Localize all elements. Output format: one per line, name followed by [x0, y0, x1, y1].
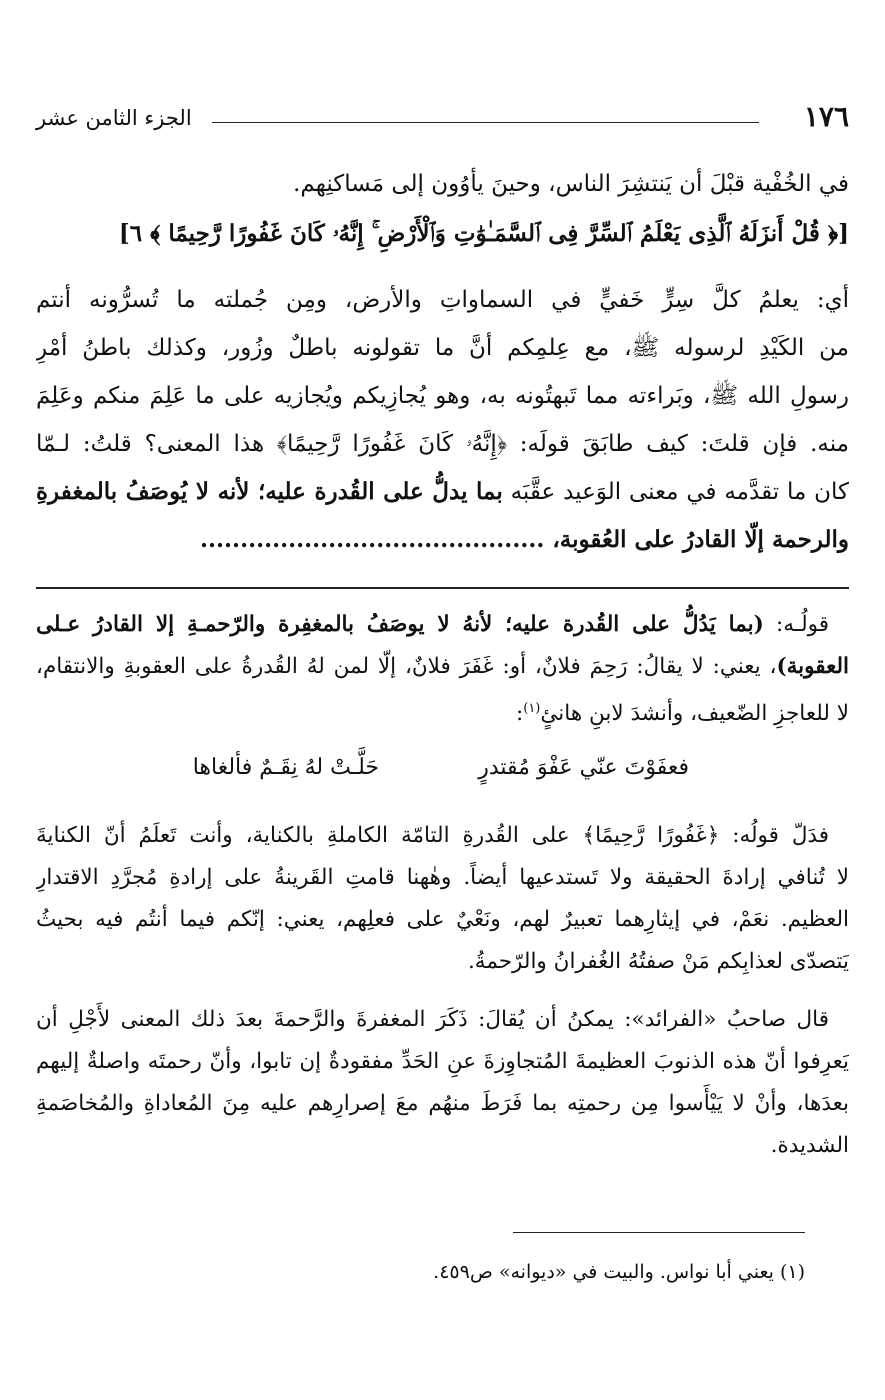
text-line — [36, 468, 849, 516]
text-line: أي: يعلمُ كلَّ سِرٍّ خَفيٍّ في السماواتِ والأرض، ومِن جُملته ما تُسرُّونه أنتم — [36, 287, 849, 313]
commentary-line: لا تُنافي إرادةَ الحقيقة ولا تَستدعيها أيضاً. وهٰهنا قامتِ القَرينةُ على إرادةِ مُجرَّدِ الاقتدارِ — [36, 865, 849, 891]
commentary-line — [36, 604, 849, 646]
part-title: الجزء الثامن عشر — [36, 106, 192, 130]
commentary-line: قال صاحبُ «الفرائد»: يمكنُ أن يُقالَ: ذَكَرَ المغفرةَ والرَّحمةَ بعدَ ذلك المعنى لأَجْلِ أن — [36, 1007, 829, 1033]
commentary-line: يَعرِفوا أنّ هذه الذنوبَ العظيمةَ المُتجاوِزةَ عنِ الحَدِّ مفقودةٌ إن تابوا، وأنّ رحمتَه واصلةٌ إليهم — [36, 1049, 849, 1075]
commentary-line: العظيم. نعَمْ، في إيثارِهما تعبيرٌ لهم، ونَعْيٌ على فعلِهم، يعني: إنّكم فيما أنتُم فيه بحيثُ — [36, 907, 849, 933]
quran-verse: [﴿ قُلْ أَنزَلَهُ ٱلَّذِى يَعْلَمُ ٱلسِّرَّ فِى ٱلسَّمَـٰوَٰتِ وَٱلْأَرْضِ ۚ إِنَّهُۥ كَانَ غَفُورًا رَّحِيمًا ﴾ ٦] — [118, 220, 849, 247]
poem-hemistich-first: فعفَوْتَ عنّي عَفْوَ مُقتدرٍ — [478, 755, 689, 781]
commentary-line: بعدَها، وأنْ لا يَيْأَسوا مِن رحمتِه بما فَرَطَ منهُم معَ إصرارِهم عليه مِنَ المُعاداةِ والمُخاصَمةِ — [36, 1091, 849, 1117]
text-line: رسولِ الله ﷺ، وبَراءته مما تَبهتُونه به، وهو يُجازِيكم ويُجازيه على ما عَلِمَ منكم وعَلِمَ — [36, 383, 849, 409]
bold-text-segment: بما يدلُّ على القُدرة عليه؛ لأنه لا يُوصَفُ بالمغفرةِ — [36, 478, 503, 505]
footnote-rule — [513, 1232, 805, 1233]
text-line: في الخُفْية قبْلَ أن يَنتشِرَ الناس، وحينَ يأوُون إلى مَساكنِهم. — [293, 171, 849, 197]
footnote-marker: (١) — [523, 701, 541, 716]
text-segment: كان ما تقدَّمه في معنى الوَعيد عقَّبَه — [502, 479, 849, 505]
text-segment: لا للعاجزِ الضّعيف، وأنشدَ لابنِ هانئٍ — [540, 701, 849, 727]
text-line: من الكَيْدِ لرسوله ﷺ، مع عِلمِكم أنَّ ما تقولونه باطلٌ وزُور، وكذلك باطنُ أمْرِ — [36, 335, 849, 361]
commentary-line: يَتصدّى لعذابِكم مَنْ صفتُهُ الغُفرانُ والرّحمةُ. — [467, 949, 849, 975]
commentary-line: فدَلّ قولُه: ﴿غَفُورًا رَّحِيمًا﴾ على القُدرةِ التامّة الكاملةِ بالكناية، وأنت تَعلَمُ أنّ الكنايةَ — [36, 823, 829, 849]
main-text — [36, 160, 849, 564]
poem-hemistich-second: حَلَّـتْ لهُ نِقَـمٌ فألغاها — [192, 755, 379, 781]
text-line: والرحمة إلّا القادرُ على العُقوبة، ........................................... — [200, 526, 849, 553]
section-divider — [36, 587, 849, 589]
text-segment: قولُـه: — [763, 612, 830, 637]
page-header — [36, 100, 849, 140]
commentary-section — [36, 604, 849, 1167]
header-rule — [212, 122, 759, 123]
commentary-line: الشديدة. — [770, 1133, 849, 1159]
text-line: منه. فإن قلتَ: كيف طابَقَ قولَه: ﴿إِنَّهُۥ كَانَ غَفُورًا رَّحِيمًا﴾ هذا المعنى؟ قلتُ: لـمّا — [36, 431, 849, 457]
poem-verse — [36, 741, 849, 799]
text-segment: ، يعني: لا يقالُ: رَحِمَ فلانٌ، أو: غَفَرَ فلانٌ، إلّا لمن لهُ القُدرةُ على العقوبةِ والانتقام، — [36, 654, 777, 679]
commentary-line — [36, 688, 849, 735]
footnote: (١) يعني أبا نواس. والبيت في «ديوانه» ص٤٥٩. — [433, 1261, 805, 1283]
commentary-line — [36, 646, 849, 688]
page-number: ١٧٦ — [803, 100, 849, 133]
bold-text-segment: (بما يَدُلُّ على القُدرة عليه؛ لأنهُ لا يوصَفُ بالمغفِرة والرّحمـةِ إلا القادرُ عـلى — [36, 612, 764, 637]
bold-text-segment: العقوبة) — [776, 654, 849, 679]
text-segment: : — [515, 701, 524, 727]
